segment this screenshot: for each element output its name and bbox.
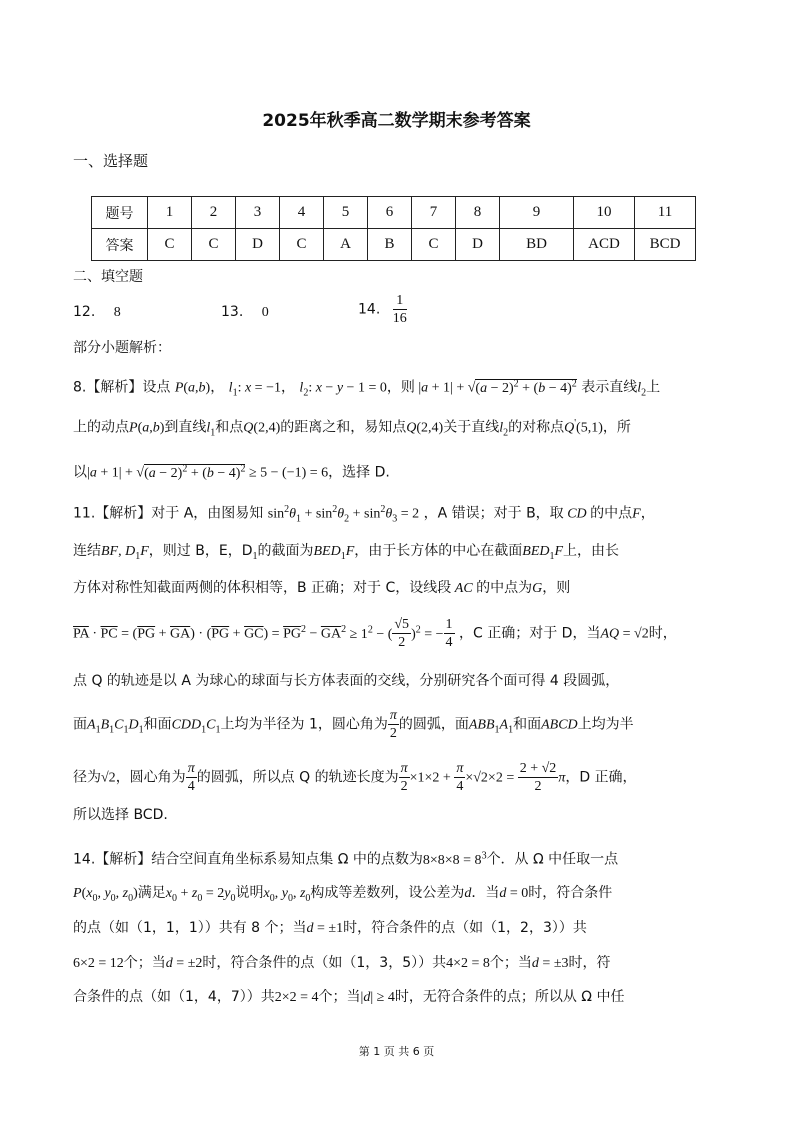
q13-answer: 0 [261,305,269,320]
table-cell: D [456,229,500,261]
text: ，由于长方体的中心在截面 [354,543,523,559]
table-cell: 11 [635,197,696,229]
text: 方体对称性知截面两侧的体积相等，B 正确；对于 C，设线段 [73,580,452,596]
table-cell: 3 [236,197,280,229]
text: 的对称点 [508,419,565,436]
q14-line-1: 14.【解析】结合空间直角坐标系易知点集 Ω 中的点数为$8\times 8\times 8 = 8^3$个．从 Ω 中任取一点 [73,850,619,868]
text: 以 [73,464,87,481]
table-cell: ACD [574,229,635,261]
partial-solutions-heading: 部分小题解析： [73,340,171,356]
text: 和面 [143,716,172,733]
text: 的点（如（1，1，1））共有 8 个；当 [73,920,307,936]
text: ，A 错误；对于 B，取 [423,505,564,522]
text: 8.【解析】设点 [73,379,171,396]
q14-line-2: $P(x_0$, $y_0$, $z_0$)满足$x_0 + z_0 = 2y_0$说明$x_0$, $y_0$, $z_0$构成等差数列，设公差为d．当d = 0时，符合条件 [73,885,613,904]
text: 关于直线 [443,419,500,436]
text: ，圆心角为 [115,769,186,786]
text: 上均为半 [577,716,634,733]
table-cell: 6 [368,197,412,229]
page-title: 2025年秋季高二数学期末参考答案 [262,111,531,131]
text: 满足 [137,885,166,901]
q8-line-1: 8.【解析】设点 P(a,b)， $l_1$: x = −1， $l_2$: x − y − 1 = 0，则 $|a + 1| + √(a - 2)^2 + (b - 4)^2$ 表示直线$l_2$上 [73,378,661,399]
text: 构成等差数列，设公差为 [310,885,465,901]
table-row-numbers [92,197,696,229]
table-cell: 8 [456,197,500,229]
table-cell: C [412,229,456,261]
fraction-denominator: 16 [392,311,407,326]
table-row-label: 题号 [92,197,148,229]
text: 的中点 [590,505,633,522]
text: 时，符 [568,955,611,971]
table-cell: BD [500,229,574,261]
text: 个．从 Ω 中任取一点 [486,851,619,868]
text: 上的动点 [73,419,129,436]
table-cell: D [236,229,280,261]
answer-table [91,196,696,261]
text: 的圆弧，面 [398,716,469,733]
text: ，则 [542,580,571,596]
table-cell: BCD [635,229,696,261]
table-cell: C [192,229,236,261]
text: 的截面为 [257,543,314,559]
text: ，则过 B，E，D [148,543,253,559]
text: ．当 [471,885,500,901]
table-cell: 9 [500,197,574,229]
text: 径为 [73,769,101,786]
q12-number: 12. [73,304,96,320]
q11-line-7: 径为√2，圆心角为 $\frac{\pi}{4}$ 的圆弧，所以点 Q 的轨迹长度为 $\frac{\pi}{2}$ ×1×2 + $\frac{\pi}{4}$ ×√2×2 = $\frac{2 + √2}{2}$ π，D 正确， [73,761,637,794]
text: 个；当 [489,955,532,971]
text: ，C 正确；对于 D，当 [458,625,601,642]
table-cell: B [368,229,412,261]
q11-line-1: 11.【解析】对于 A，由图易知 $\sin^2\theta_1 + \sin^2\theta_2 + \sin^2\theta_3 = 2$ ，A 错误；对于 B，取 CD 的中点F， [73,504,655,525]
text: ，所 [602,419,631,436]
q11-line-4: $\overline{PA} \cdot \overline{PC} = (\overline{PG} + \overline{GA}) \cdot (\overline{PG} + \overline{GC}) = \overline{PG}^2 - \overline{GA}^2 \ge 1^2$ − ( $\frac{√5}{2}$ )$^2$ = − $\frac{1}{4}$ ，C 正确；对于 D，当AQ = √2时， [73,617,677,650]
table-cell: C [280,229,324,261]
table-cell: C [148,229,192,261]
text: 11.【解析】对于 A，由图易知 [73,505,264,522]
q14-line-4: 6×2 = 12个；当d = ±2时，符合条件的点（如（1，3，5））共4×2 = 8个；当d = ±3时，符 [73,955,611,971]
table-cell: 7 [412,197,456,229]
q8-line-2: 上的动点P(a,b)到直线$l_1$和点Q(2,4)的距离之和，易知点Q(2,4)关于直线$l_2$的对称点Q'(5,1)，所 [73,418,631,439]
section-fill-heading: 二、填空题 [73,269,143,285]
q8-line-3: 以$|a + 1| + √(a - 2)^2 + (b - 4)^2 \ge 5 - (-1) = 6$，选择 D. [73,463,390,481]
text: 时，符合条件的点（如（1，2，3））共 [343,920,587,936]
text: 合条件的点（如（1，4，7））共 [73,989,275,1005]
fill-answers [73,302,121,323]
text: 时，无符合条件的点；所以从 Ω 中任 [394,989,625,1005]
text: 的中点为 [476,580,533,596]
fill-answer-13 [221,302,269,323]
text: 14.【解析】结合空间直角坐标系易知点集 Ω 中的点数为 [73,851,423,868]
fill-answer-14 [358,292,407,327]
text: ，D 正确， [565,769,637,786]
q13-number: 13. [221,304,244,320]
text: 的距离之和，易知点 [280,419,407,436]
table-row-label: 答案 [92,229,148,261]
table-row-answers [92,229,696,261]
q14-answer-fraction [393,292,407,327]
table-cell: 10 [574,197,635,229]
text: 和面 [513,716,542,733]
text: 上均为半径为 1，圆心角为 [220,716,388,733]
text: 时，符合条件 [528,885,613,901]
q14-line-3: 的点（如（1，1，1））共有 8 个；当d = ±1时，符合条件的点（如（1，2，3））共 [73,920,587,936]
table-cell: 5 [324,197,368,229]
table-cell: 1 [148,197,192,229]
text: ，选择 D. [328,464,390,481]
q11-line-6: 面$A_1B_1C_1D_1$和面$CDD_1C_1$上均为半径为 1，圆心角为 $\frac{\pi}{2}$ 的圆弧，面$ABB_1A_1$和面ABCD上均为半 [73,708,634,741]
page-footer: 第 1 页 共 6 页 [358,1045,435,1058]
q11-line-8: 所以选择 BCD. [73,807,168,823]
table-cell: 4 [280,197,324,229]
text: 面 [73,716,87,733]
q11-line-5: 点 Q 的轨迹是以 A 为球心的球面与长方体表面的交线，分别研究各个面可得 4 段圆弧， [73,673,620,689]
text: 时，符合条件的点（如（1，3，5））共 [202,955,447,971]
q11-line-3: 方体对称性知截面两侧的体积相等，B 正确；对于 C，设线段 AC 的中点为G，则 [73,580,571,596]
fraction-numerator: 1 [393,292,407,310]
q14-line-5: 合条件的点（如（1，4，7））共2×2 = 4个；当|d| ≥ 4时，无符合条件的点；所以从 Ω 中任 [73,989,625,1005]
table-cell: 2 [192,197,236,229]
table-cell: A [324,229,368,261]
text: 上，由长 [563,543,620,559]
text: 说明 [235,885,264,901]
q11-line-2: 连结BF, $D_1F$，则过 B，E，$D_1$的截面为$BED_1F$，由于长方体的中心在截面$BED_1F$上，由长 [73,543,620,562]
text: 个；当 [318,989,361,1005]
q14-number: 14. [358,301,381,318]
q12-answer: 8 [113,305,121,320]
text: 到直线 [164,419,207,436]
section-choice-heading: 一、选择题 [73,152,149,170]
text: 表示直线 [581,379,638,396]
text: 时， [648,625,677,642]
text: 个；当 [123,955,166,971]
text: 连结 [73,543,101,559]
text: 和点 [215,419,244,436]
text: 的圆弧，所以点 Q 的轨迹长度为 [196,769,399,786]
